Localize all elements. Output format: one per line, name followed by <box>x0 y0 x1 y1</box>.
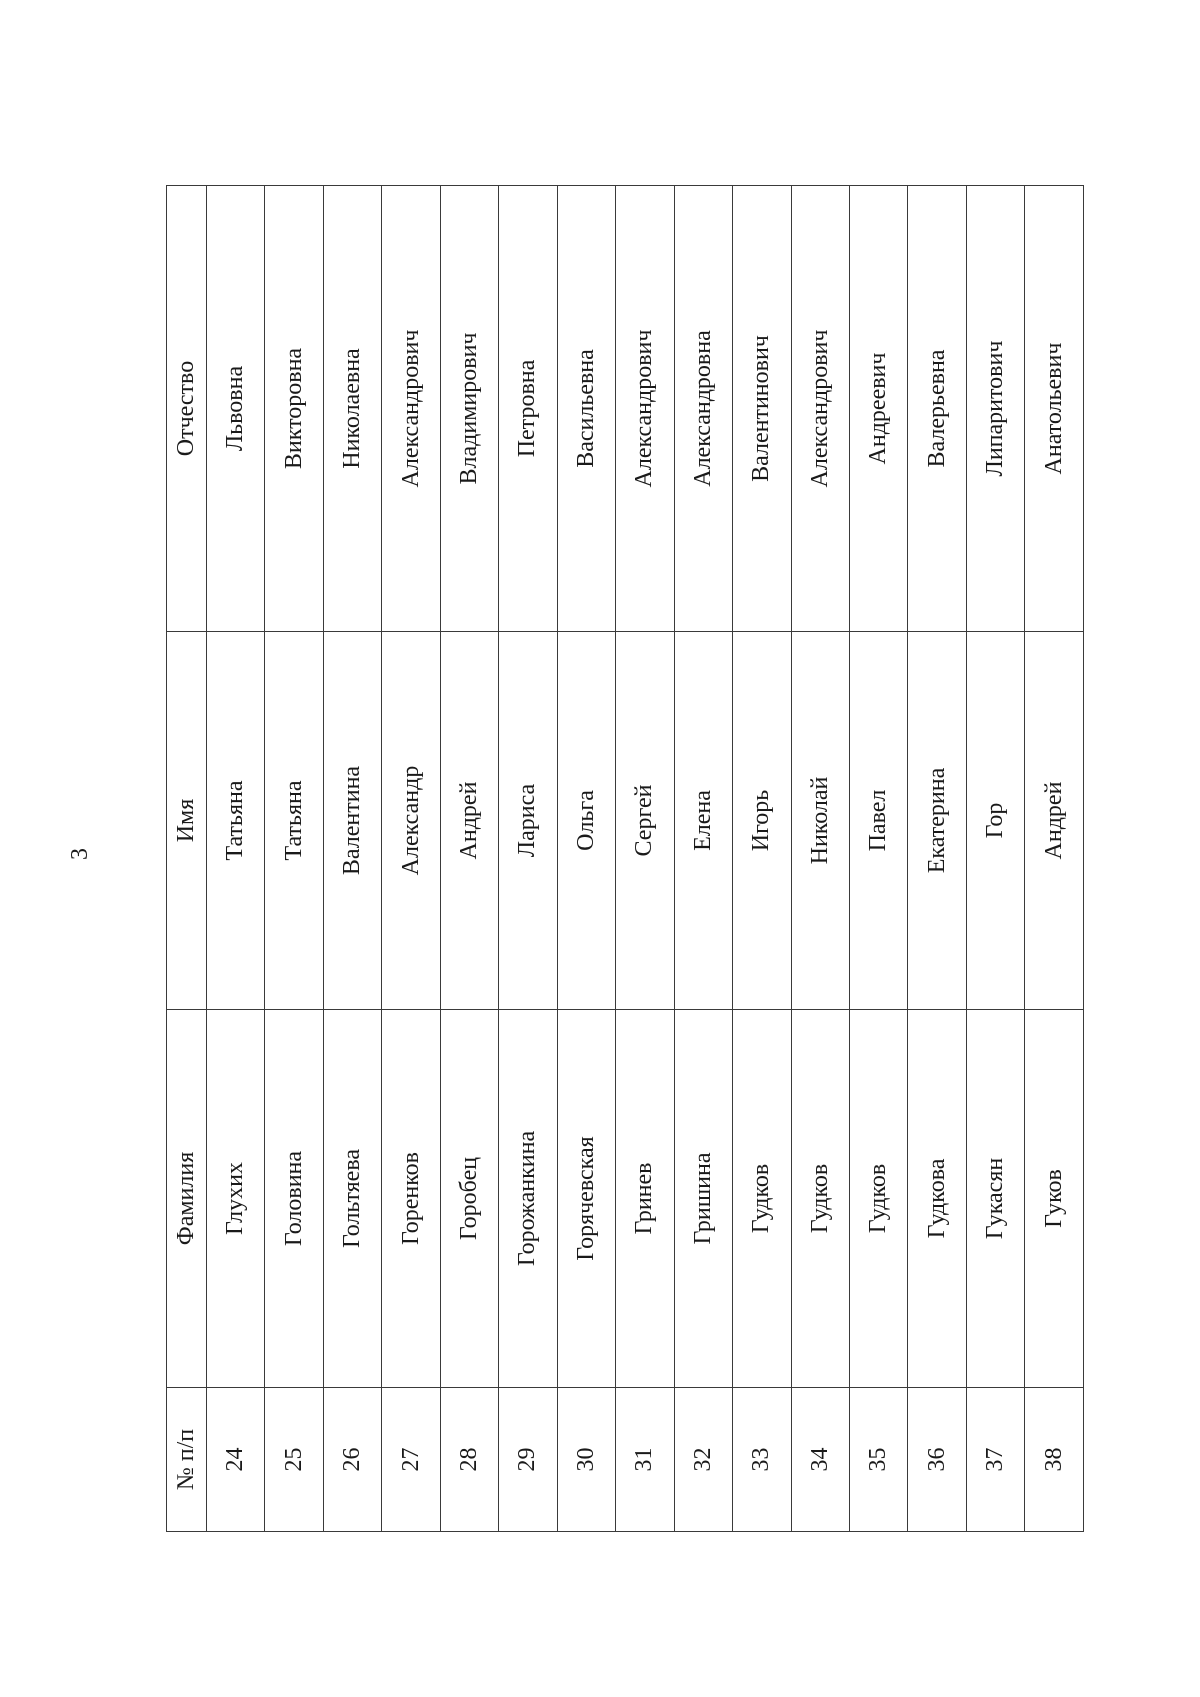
cell-surname: Гришина <box>674 1010 732 1388</box>
rotated-table-container <box>166 186 1084 1532</box>
cell-surname: Гуков <box>1025 1010 1084 1388</box>
cell-name: Николай <box>791 632 849 1010</box>
cell-patronymic: Анатольевич <box>1025 186 1084 632</box>
cell-patronymic: Петровна <box>499 186 557 632</box>
cell-name: Павел <box>849 632 907 1010</box>
cell-name: Елена <box>674 632 732 1010</box>
cell-name: Андрей <box>1025 632 1084 1010</box>
cell-num: 25 <box>265 1388 323 1532</box>
cell-name: Лариса <box>499 632 557 1010</box>
cell-surname: Гудков <box>849 1010 907 1388</box>
cell-name: Гор <box>966 632 1024 1010</box>
header-surname: Фамилия <box>167 1010 207 1388</box>
cell-surname: Гудкова <box>908 1010 966 1388</box>
cell-num: 28 <box>440 1388 498 1532</box>
cell-patronymic: Валерьевна <box>908 186 966 632</box>
cell-num: 37 <box>966 1388 1024 1532</box>
cell-name: Татьяна <box>207 632 265 1010</box>
cell-patronymic: Валентинович <box>733 186 791 632</box>
cell-num: 35 <box>849 1388 907 1532</box>
cell-surname: Гукасян <box>966 1010 1024 1388</box>
cell-name: Екатерина <box>908 632 966 1010</box>
table-frame <box>166 186 1084 1532</box>
cell-name: Ольга <box>557 632 615 1010</box>
table-row <box>791 186 849 1532</box>
cell-surname: Горожанкина <box>499 1010 557 1388</box>
page-number: 3 <box>66 848 93 860</box>
table-row <box>733 186 791 1532</box>
cell-num: 26 <box>323 1388 381 1532</box>
table-row <box>323 186 381 1532</box>
header-row <box>167 186 207 1532</box>
cell-patronymic: Александрович <box>616 186 674 632</box>
table-row <box>849 186 907 1532</box>
cell-surname: Гудков <box>733 1010 791 1388</box>
cell-surname: Горобец <box>440 1010 498 1388</box>
header-patronymic: Отчество <box>167 186 207 632</box>
cell-name: Игорь <box>733 632 791 1010</box>
header-name: Имя <box>167 632 207 1010</box>
cell-num: 38 <box>1025 1388 1084 1532</box>
table-row <box>616 186 674 1532</box>
cell-name: Александр <box>382 632 440 1010</box>
cell-surname: Головина <box>265 1010 323 1388</box>
cell-surname: Гольтяева <box>323 1010 381 1388</box>
cell-num: 31 <box>616 1388 674 1532</box>
table-row <box>1025 186 1084 1532</box>
cell-patronymic: Викторовна <box>265 186 323 632</box>
roster-table <box>166 185 1084 1532</box>
table-row <box>674 186 732 1532</box>
cell-name: Татьяна <box>265 632 323 1010</box>
table-row <box>382 186 440 1532</box>
table-row <box>207 186 265 1532</box>
cell-surname: Горячевская <box>557 1010 615 1388</box>
table-row <box>499 186 557 1532</box>
cell-num: 36 <box>908 1388 966 1532</box>
cell-name: Сергей <box>616 632 674 1010</box>
table-row <box>908 186 966 1532</box>
cell-surname: Горенков <box>382 1010 440 1388</box>
cell-num: 24 <box>207 1388 265 1532</box>
cell-patronymic: Александровна <box>674 186 732 632</box>
cell-surname: Глухих <box>207 1010 265 1388</box>
cell-name: Валентина <box>323 632 381 1010</box>
cell-num: 27 <box>382 1388 440 1532</box>
cell-name: Андрей <box>440 632 498 1010</box>
table-row <box>557 186 615 1532</box>
cell-patronymic: Васильевна <box>557 186 615 632</box>
cell-patronymic: Липаритович <box>966 186 1024 632</box>
cell-patronymic: Александрович <box>791 186 849 632</box>
cell-patronymic: Львовна <box>207 186 265 632</box>
cell-surname: Гринев <box>616 1010 674 1388</box>
cell-num: 33 <box>733 1388 791 1532</box>
cell-num: 30 <box>557 1388 615 1532</box>
table-row <box>265 186 323 1532</box>
cell-patronymic: Николаевна <box>323 186 381 632</box>
header-num: № п/п <box>167 1388 207 1532</box>
cell-num: 32 <box>674 1388 732 1532</box>
cell-patronymic: Владимирович <box>440 186 498 632</box>
cell-patronymic: Андреевич <box>849 186 907 632</box>
cell-num: 34 <box>791 1388 849 1532</box>
cell-num: 29 <box>499 1388 557 1532</box>
cell-surname: Гудков <box>791 1010 849 1388</box>
cell-patronymic: Александрович <box>382 186 440 632</box>
table-row <box>966 186 1024 1532</box>
table-row <box>440 186 498 1532</box>
